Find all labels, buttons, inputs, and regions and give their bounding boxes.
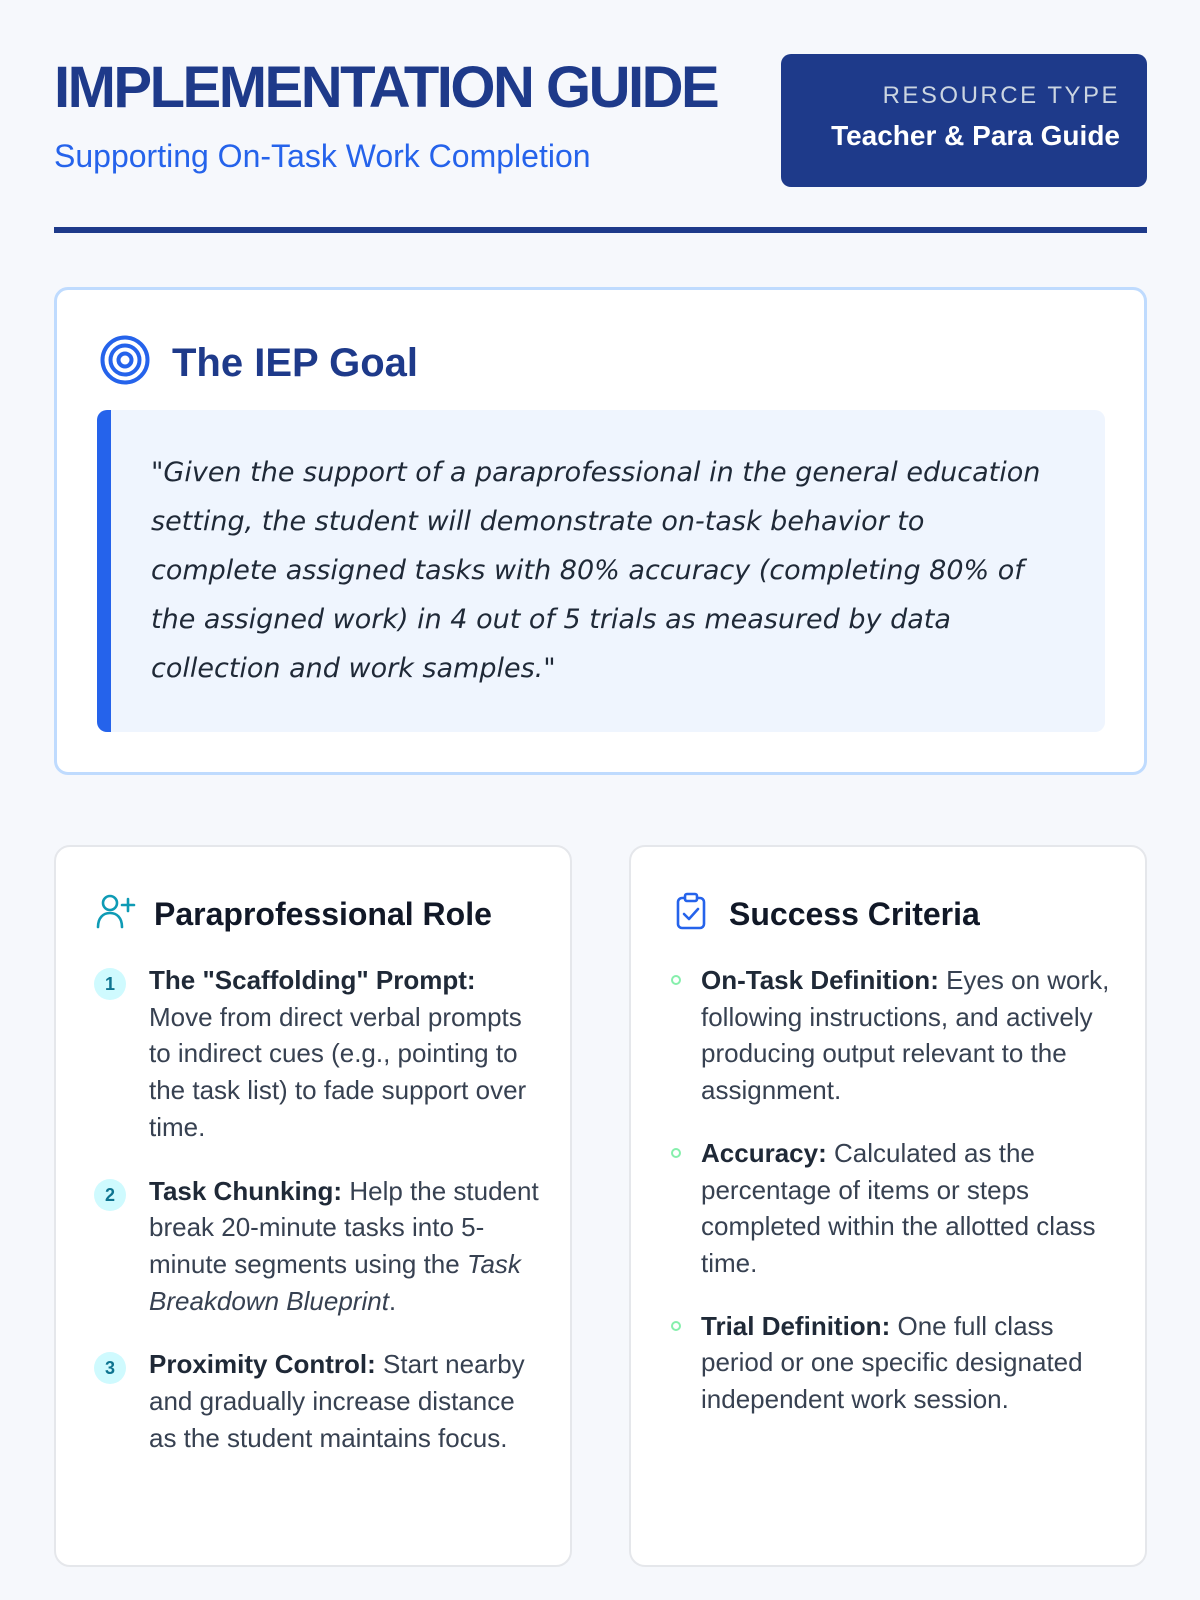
guide-page	[54, 0, 1147, 1453]
list-item-text	[701, 962, 1117, 1109]
list-item-text	[149, 1346, 542, 1456]
list-item-body: Calculated as the percentage of items or steps completed within the allotted class time.	[701, 1137, 1096, 1278]
list-item	[669, 1135, 1117, 1282]
list-item-lead: Trial Definition:	[701, 1310, 891, 1341]
goal-quote-text: "Given the support of a paraprofessional in the general education setting, the student will demonstrate on-task behavior to complete assigned tasks with 80% accuracy (completing 80% of the assigned work) in 4 out of 5 trials as measured by data collection and work samples."	[151, 457, 1041, 684]
page-subtitle: Supporting On-Task Work Completion	[54, 138, 591, 174]
list-item-lead: Task Chunking:	[149, 1175, 343, 1206]
list-item-lead: Proximity Control:	[149, 1349, 376, 1380]
header	[54, 0, 1147, 234]
list-item	[94, 1346, 542, 1456]
list-item	[94, 962, 542, 1146]
para-role-heading	[96, 891, 492, 936]
step-number: 1	[94, 968, 126, 1000]
list-item-text	[149, 962, 542, 1146]
list-item-text	[701, 1135, 1117, 1282]
list-item-body: Eyes on work, following instructions, and actively producing output relevant to the assignment.	[701, 965, 1110, 1106]
bullet-icon	[669, 1135, 683, 1171]
list-item-text	[149, 1173, 542, 1320]
success-criteria-list	[669, 962, 1117, 1444]
user-plus-icon	[96, 891, 136, 936]
list-item-lead: The "Scaffolding" Prompt:	[149, 965, 476, 995]
resource-type-badge	[781, 54, 1147, 187]
list-item	[669, 1308, 1117, 1418]
clipboard-check-icon	[671, 891, 711, 936]
list-item	[94, 1173, 542, 1320]
para-role-title: Paraprofessional Role	[154, 895, 492, 932]
blueprint-reference: Task Breakdown Blueprint	[149, 1248, 521, 1316]
step-number: 2	[94, 1179, 126, 1211]
iep-goal-card	[54, 287, 1147, 775]
step-number: 3	[94, 1352, 126, 1384]
list-item	[669, 962, 1117, 1109]
para-role-list	[94, 962, 542, 1483]
goal-heading	[99, 334, 418, 391]
list-item-tail: .	[388, 1285, 397, 1316]
goal-title: The IEP Goal	[172, 340, 418, 385]
paraprofessional-role-card	[54, 845, 572, 1567]
badge-value: Teacher & Para Guide	[831, 120, 1120, 151]
list-item-lead: Accuracy:	[701, 1137, 827, 1168]
badge-kicker: RESOURCE TYPE	[882, 82, 1120, 109]
header-divider	[54, 227, 1147, 233]
success-criteria-heading	[671, 891, 980, 936]
bullet-icon	[669, 1308, 683, 1344]
list-item-body: Start nearby and gradually increase distance as the student maintains focus.	[149, 1349, 525, 1453]
goal-quote	[97, 410, 1105, 732]
bullet-icon	[669, 962, 683, 998]
list-item-lead: On-Task Definition:	[701, 965, 939, 995]
list-item-body: Move from direct verbal prompts to indirect cues (e.g., pointing to the task list) to fade support over time.	[149, 1001, 527, 1142]
list-item-body: One full class period or one specific designated independent work session.	[701, 1310, 1083, 1415]
success-criteria-title: Success Criteria	[729, 895, 980, 932]
list-item-text	[701, 1308, 1117, 1418]
target-icon	[99, 334, 151, 391]
success-criteria-card	[629, 845, 1147, 1567]
list-item-body: Help the student break 20-minute tasks into 5-minute segments using the	[149, 1175, 539, 1279]
page-title: IMPLEMENTATION GUIDE	[54, 55, 718, 120]
